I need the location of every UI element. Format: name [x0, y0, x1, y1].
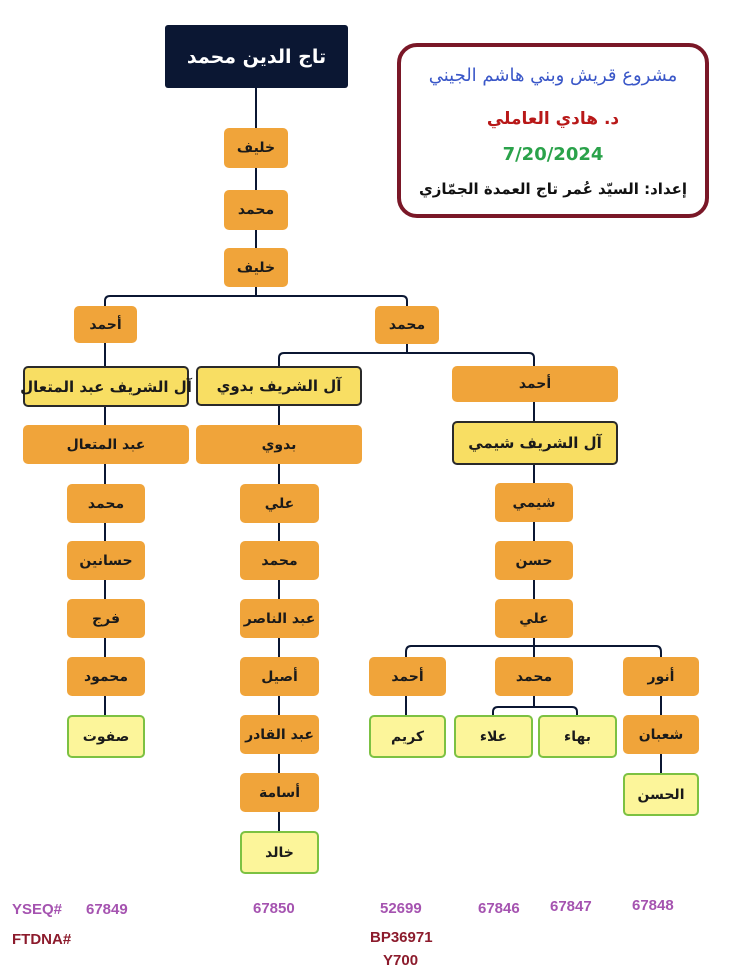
mid-leaf-node: خالد: [240, 831, 319, 874]
trunk-node-1: خليف: [224, 128, 288, 168]
info-box: [397, 43, 709, 218]
trunk-node-3: خليف: [224, 248, 288, 287]
left-line-node-2: محمد: [67, 484, 145, 523]
right-sub-mohamed: محمد: [495, 657, 573, 696]
left-leaf-node: صفوت: [67, 715, 145, 758]
right-sub-mohamed-leaf-1: علاء: [454, 715, 533, 758]
right-sub-mohamed-leaf-2: بهاء: [538, 715, 617, 758]
trunk-node-2: محمد: [224, 190, 288, 230]
mid-line-node-2: علي: [240, 484, 319, 523]
mid-line-node-4: عبد الناصر: [240, 599, 319, 638]
code-value-3: 52699: [380, 900, 422, 917]
project-title: مشروع قريش وبني هاشم الجيني: [428, 65, 678, 86]
right-sub-anwar-child: شعبان: [623, 715, 699, 754]
right-line-node-2: حسن: [495, 541, 573, 580]
code-value-3-line-2: BP36971: [370, 929, 433, 946]
right-branch-head: أحمد: [452, 366, 618, 402]
mid-line-node-6: عبد القادر: [240, 715, 319, 754]
right-sub-ahmad-leaf: كريم: [369, 715, 446, 758]
code-value-5: 67847: [550, 898, 592, 915]
mid-line-node-7: أسامة: [240, 773, 319, 812]
mid-line-node-3: محمد: [240, 541, 319, 580]
code-value-6: 67848: [632, 897, 674, 914]
mid-line-node-5: أصيل: [240, 657, 319, 696]
right-sub-anwar: أنور: [623, 657, 699, 696]
left-line-node-4: فرج: [67, 599, 145, 638]
code-value-1: 67849: [86, 901, 128, 918]
right-line-node-1: شيمي: [495, 483, 573, 522]
mid-branch-family: آل الشريف بدوي: [196, 366, 362, 406]
yseq-label: YSEQ#: [12, 901, 63, 918]
code-value-3-line-3: Y700: [383, 952, 419, 969]
left-branch-head: أحمد: [74, 306, 137, 343]
code-value-4: 67846: [478, 900, 520, 917]
right-sub-anwar-leaf: الحسن: [623, 773, 699, 816]
right-branch-family: آل الشريف شيمي: [452, 421, 618, 465]
prepared-by: إعداد: السيّد عُمر تاج العمدة الجمّازي: [418, 180, 687, 198]
author-name: د. هادي العاملي: [486, 109, 620, 129]
left-branch-family: آل الشريف عبد المتعال: [23, 366, 189, 407]
project-date: 7/20/2024: [502, 144, 604, 165]
ftdna-label: FTDNA#: [12, 931, 72, 948]
mid-branch-head: محمد: [375, 306, 439, 344]
left-line-node-3: حسانين: [67, 541, 145, 580]
left-line-node-1: عبد المتعال: [23, 425, 189, 464]
root-node: تاج الدين محمد: [165, 25, 348, 88]
right-line-node-3: علي: [495, 599, 573, 638]
right-sub-ahmad: أحمد: [369, 657, 446, 696]
mid-line-node-1: بدوي: [196, 425, 362, 464]
left-line-node-5: محمود: [67, 657, 145, 696]
code-value-2: 67850: [253, 900, 295, 917]
